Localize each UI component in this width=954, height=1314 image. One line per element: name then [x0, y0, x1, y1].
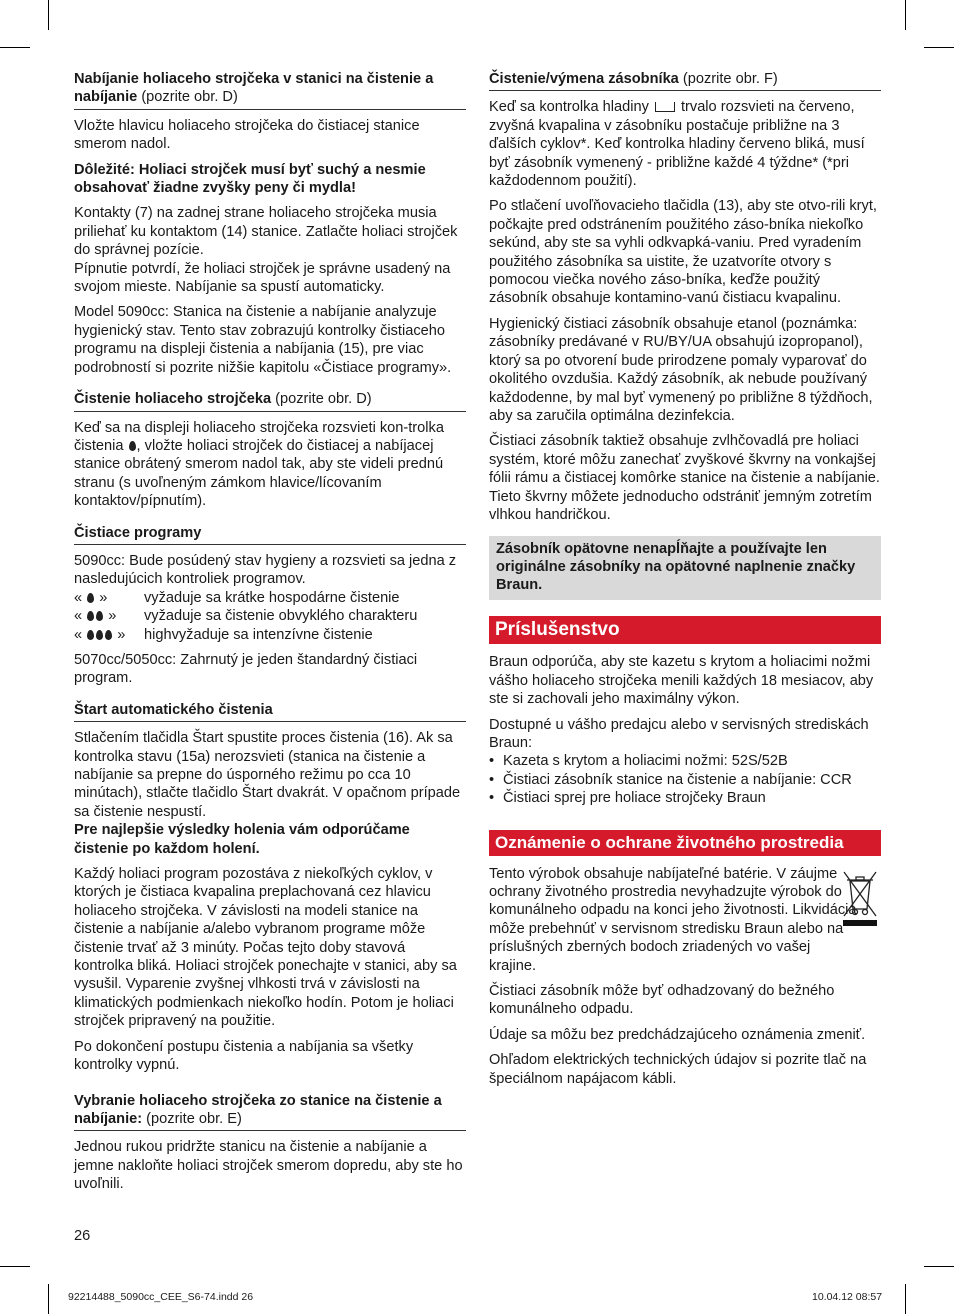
- crop-mark: [0, 47, 30, 48]
- drop-icon: [96, 630, 103, 640]
- drop-icon: [105, 630, 112, 640]
- paragraph: Vložte hlavicu holiaceho strojčeka do čistiacej stanice smerom nadol.: [74, 117, 420, 153]
- paragraph: Čistiaci zásobník taktiež obsahuje zvlhčovadlá pre holiaci systém, ktoré môžu zanechať zvyškové škvrny na vonkajšej fólii rámu a čistiacej komôrke stanice na čistenie a nabíjanie. Tieto škvrny môžete jednoducho odstrániť jemným zotretím vlhkou handričkou.: [489, 433, 880, 523]
- environment-heading: Oznámenie o ochrane životného prostredia: [489, 830, 881, 856]
- page-number: 26: [74, 1228, 91, 1244]
- section-heading: Čistenie holiaceho strojčeka (pozrite obr. D): [74, 390, 466, 411]
- recommendation: Pre najlepšie výsledky holenia vám odporúčame čistenie po každom holení.: [74, 822, 410, 857]
- drop-icon: [96, 611, 103, 621]
- section-heading: Čistenie/výmena zásobníka (pozrite obr. F): [489, 70, 881, 91]
- crop-mark: [0, 1266, 30, 1267]
- crop-mark: [924, 1266, 954, 1267]
- paragraph: Keď sa na displeji holiaceho strojčeka rozsvieti kon-trolka čistenia , vložte holiaci strojček do čistiacej a nabíjacej stanice obrátený smerom nadol tak, aby ste videli prednú stranu (s uvoľneným zámkom hlavice/lícovaním kontaktov/pípnutím).: [74, 419, 444, 510]
- drop-icon: [87, 593, 94, 603]
- crop-mark: [905, 0, 906, 30]
- level-icon: [655, 102, 675, 112]
- paragraph: Každý holiaci program pozostáva z niekoľkých cyklov, v ktorých je čistiaca kvapalina preplachovaná cez hlavicu holiaceho strojčeka. V závislosti na modeli stanice na čistenie a nabíjanie a/alebo vybranom programe môže čistenie trvať až 3 minúty. Počas tejto doby stavová kontrolka bliká. Holiaci strojček ponechajte v stanici, aby sa vysušil. Vyparenie zvyšnej vlhkosti trvá v závislosti na klimatických podmienkach niekoľko hodín. Potom je holiaci strojček pripravený na použitie.: [74, 866, 457, 1030]
- paragraph: Stlačením tlačidla Štart spustite proces čistenia (16). Ak sa kontrolka stavu (15a) nerozsvieti (stanica na čistenie a nabíjanie sa prepne do úsporného režimu po cca 10 minútach), stlačte tlačidlo Štart dvakrát. V opačnom prípade sa čistenie nespustí.: [74, 730, 461, 820]
- crop-mark: [924, 47, 954, 48]
- environment-block: [489, 865, 881, 975]
- program-item: « » vyžaduje sa čistenie obvyklého charakteru: [74, 608, 418, 625]
- left-column: [74, 70, 466, 1201]
- crop-mark: [905, 1284, 906, 1314]
- paragraph: Čistiaci zásobník môže byť odhadzovaný do bežného komunálneho odpadu.: [489, 983, 835, 1018]
- crop-mark: [48, 1284, 49, 1314]
- crop-mark: [48, 0, 49, 30]
- paragraph: Tento výrobok obsahuje nabíjateľné batérie. V záujme ochrany životného prostredia nevyhadzujte výrobok do komunálneho odpadu na konci jeho životnosti. Likvidácia môže prebehnúť v servisnom stredisku Braun alebo na príslušných zberných bodoch zriadených vo vašej krajine.: [489, 865, 857, 974]
- section-heading: Čistiace programy: [74, 524, 466, 545]
- paragraph: Údaje sa môžu bez predchádzajúceho oznámenia zmeniť.: [489, 1026, 866, 1043]
- footer-file: 92214488_5090cc_CEE_S6-74.indd 26: [68, 1291, 254, 1303]
- list-item: • Čistiaci sprej pre holiace strojčeky Braun: [489, 790, 766, 807]
- paragraph: Po dokončení postupu čistenia a nabíjania sa všetky kontrolky vypnú.: [74, 1038, 414, 1074]
- paragraph: Po stlačení uvoľňovacieho tlačidla (13), aby ste otvo-rili kryt, počkajte pred odstránením použitého záso-bníka niekoľko sekúnd, aby ste sa vyhli odkvapká-vaniu. Pred vyradením použitého zásobníka sa uistite, že uzatvoríte otvory s pomocou viečka nového záso-bníka, keďže použitý zásobník obsahuje kontamino-vanú čistiacu kvapalinu.: [489, 198, 877, 307]
- section-heading: Nabíjanie holiaceho strojčeka v stanici na čistenie a nabíjanie (pozrite obr. D): [74, 70, 466, 110]
- section-heading: Vybranie holiaceho strojčeka zo stanice na čistenie a nabíjanie: (pozrite obr. E): [74, 1092, 466, 1132]
- weee-bin-icon: [841, 869, 879, 927]
- paragraph: Dostupné u vášho predajcu alebo v servisných strediskách Braun:: [489, 716, 869, 751]
- warning-notice: Zásobník opätovne nenapĺňajte a používajte len originálne zásobníky na opätovné naplnenie značky Braun.: [489, 536, 881, 600]
- paragraph: 5090cc: Bude posúdený stav hygieny a rozsvieti sa jedna z nasledujúcich kontroliek programov.: [74, 552, 457, 588]
- drop-icon: [129, 441, 136, 451]
- footer-date: 10.04.12 08:57: [812, 1291, 883, 1303]
- paragraph: Model 5090cc: Stanica na čistenie a nabíjanie analyzuje hygienický stav. Tento stav zobrazujú kontrolky čistiaceho programu na displeji čistenia a nabíjania (15), pre viac podrobností si pozrite nižšie kapitolu «Čistiace programy».: [74, 304, 452, 376]
- paragraph: Braun odporúča, aby ste kazetu s krytom a holiacimi nožmi vášho holiaceho strojčeka menili každých 18 mesiacov, aby ste si zachovali jeho maximálny výkon.: [489, 654, 874, 708]
- paragraph: Kontakty (7) na zadnej strane holiaceho strojčeka musia priliehať ku kontaktom (14) stanice. Zatlačte holiaci strojček do správnej pozície.: [74, 205, 458, 259]
- section-heading: Štart automatického čistenia: [74, 701, 466, 722]
- paragraph: Keď sa kontrolka hladiny trvalo rozsvieti na červeno, zvyšná kvapalina v zásobníku postačuje približne na 3 ďalších cyklov*. Keď kontrolka hladiny červeno bliká, musí byť zásobník vymenený - približne každé 4 týždne* (*pri každodennom použití).: [489, 99, 865, 190]
- drop-icon: [87, 630, 94, 640]
- list-item: • Čistiaci zásobník stanice na čistenie a nabíjanie: CCR: [489, 771, 852, 788]
- right-column: [489, 70, 881, 1095]
- paragraph: 5070cc/5050cc: Zahrnutý je jeden štandardný čistiaci program.: [74, 651, 418, 687]
- paragraph: Ohľadom elektrických technických údajov si pozrite tlač na špeciálnom napájacom kábli.: [489, 1052, 867, 1087]
- accessories-heading: Príslušenstvo: [489, 616, 881, 644]
- list-item: • Kazeta s krytom a holiacimi nožmi: 52S/52B: [489, 753, 788, 770]
- paragraph: Pípnutie potvrdí, že holiaci strojček je správne usadený na svojom mieste. Nabíjanie sa spustí automaticky.: [74, 260, 451, 296]
- drop-icon: [87, 611, 94, 621]
- paragraph: Jednou rukou pridržte stanicu na čistenie a nabíjanie a jemne nakloňte holiaci strojček smerom dopredu, aby ste ho uvoľnili.: [74, 1139, 463, 1193]
- program-item: « » vyžaduje sa krátke hospodárne čistenie: [74, 589, 400, 606]
- important-note: Dôležité: Holiaci strojček musí byť suchý a nesmie obsahovať žiadne zvyšky peny či mydla!: [74, 161, 426, 197]
- paragraph: Hygienický čistiaci zásobník obsahuje etanol (poznámka: zásobníky predávané v RU/BY/UA obsahujú izopropanol), ktorý sa po otvorení bude prirodzene pomaly vyparovať do okolitého ovzdušia. Každý zásobník, ak nebude používaný každodenne, by mal byť vymenený po približne 8 týždňoch, aby sa zaručila optimálna dezinfekcia.: [489, 315, 873, 424]
- program-item: « » highvyžaduje sa intenzívne čistenie: [74, 626, 373, 643]
